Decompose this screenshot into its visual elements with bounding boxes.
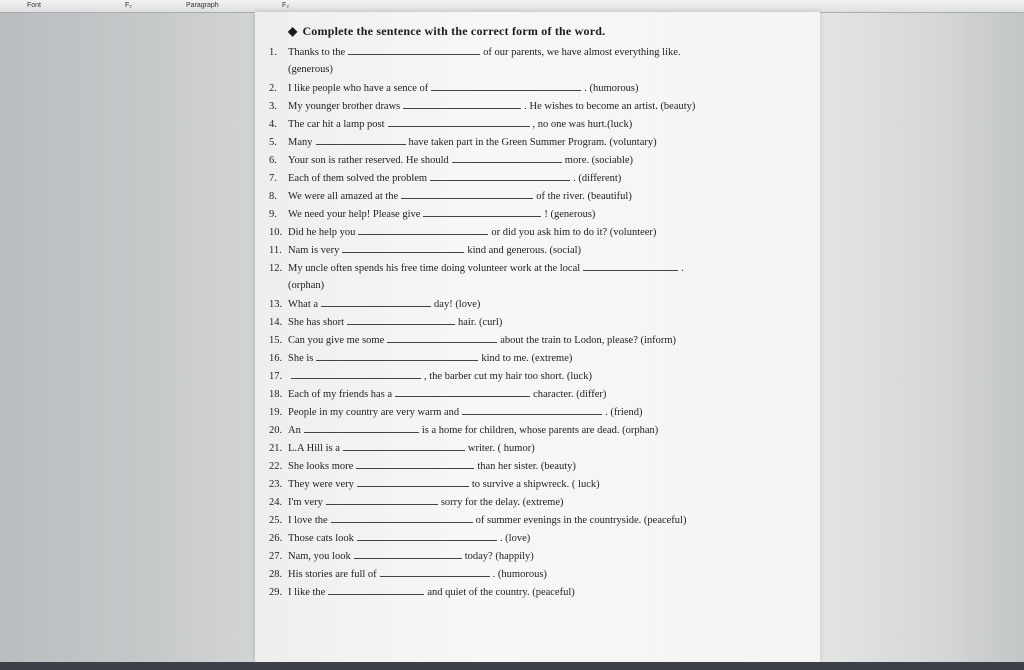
item-text-before: Did he help you: [288, 227, 356, 238]
item-text-after: to survive a shipwreck. ( luck): [471, 479, 600, 490]
item-number: 28.: [269, 569, 283, 580]
exercise-item: [269, 585, 575, 599]
exercise-item: [269, 351, 572, 365]
item-text-after: . He wishes to become an artist. (beauty): [524, 101, 696, 112]
item-number: 14.: [269, 317, 283, 328]
item-number: 15.: [269, 335, 283, 346]
answer-blank[interactable]: [431, 81, 581, 91]
exercise-title: [288, 24, 605, 39]
exercise-item: [269, 531, 530, 545]
item-text-after: and quiet of the country. (peaceful): [427, 587, 575, 598]
item-text-before: My uncle often spends his free time doing volunteer work at the local: [288, 263, 581, 274]
item-text-after: character. (differ): [533, 389, 607, 400]
answer-blank[interactable]: [326, 495, 438, 505]
exercise-item: [269, 387, 606, 401]
bullet-icon: ◆: [288, 24, 298, 38]
item-text-after: today? (happily): [464, 551, 534, 562]
item-text-before: My younger brother draws: [288, 101, 401, 112]
item-text-before: We need your help! Please give: [288, 209, 421, 220]
answer-blank[interactable]: [316, 135, 406, 145]
answer-blank[interactable]: [354, 549, 462, 559]
item-text-before: The car hit a lamp post: [288, 119, 385, 130]
exercise-item: [269, 225, 656, 239]
item-text-after: is a home for children, whose parents are dead. (orphan): [421, 425, 659, 436]
exercise-item: [269, 333, 676, 347]
item-text-after: of summer evenings in the countryside. (peaceful): [475, 515, 687, 526]
answer-blank[interactable]: [291, 369, 421, 379]
item-continuation: (generous): [288, 64, 333, 75]
answer-blank[interactable]: [380, 567, 490, 577]
answer-blank[interactable]: [430, 171, 570, 181]
answer-blank[interactable]: [357, 477, 469, 487]
answer-blank[interactable]: [423, 207, 541, 217]
item-number: 23.: [269, 479, 283, 490]
item-text-after: day! (love): [434, 299, 481, 310]
answer-blank[interactable]: [342, 243, 464, 253]
item-number: 4.: [269, 119, 277, 130]
item-text-after: of the river. (beautiful): [536, 191, 632, 202]
item-text-before: She has short: [288, 317, 344, 328]
item-number: 21.: [269, 443, 283, 454]
item-text-after: , the barber cut my hair too short. (luck): [424, 371, 592, 382]
item-number: 24.: [269, 497, 283, 508]
answer-blank[interactable]: [316, 351, 478, 361]
item-text-before: Many: [288, 137, 313, 148]
item-text-before: Each of them solved the problem: [288, 173, 428, 184]
exercise-item: [269, 297, 480, 311]
ribbon-paragraph-group-label[interactable]: Paragraph: [186, 2, 219, 9]
item-text-after: sorry for the delay. (extreme): [440, 497, 564, 508]
exercise-title-text: Complete the sentence with the correct form of the word.: [302, 24, 606, 38]
item-text-before: Your son is rather reserved. He should: [288, 155, 449, 166]
item-text-after: writer. ( humor): [467, 443, 535, 454]
exercise-item: [269, 81, 638, 95]
item-number: 3.: [269, 101, 277, 112]
item-text-after: have taken part in the Green Summer Program. (voluntary): [408, 137, 657, 148]
item-text-after: hair. (curl): [458, 317, 503, 328]
left-background: [0, 0, 255, 670]
item-text-after: .: [681, 263, 684, 274]
item-number: 29.: [269, 587, 283, 598]
ribbon-font-group-label[interactable]: Font: [27, 2, 42, 9]
item-text-after: ! (generous): [544, 209, 596, 220]
item-number: 7.: [269, 173, 277, 184]
item-number: 9.: [269, 209, 277, 220]
taskbar-strip: [0, 662, 1024, 670]
item-number: 5.: [269, 137, 277, 148]
item-number: 11.: [269, 245, 282, 256]
item-number: 1.: [269, 47, 277, 58]
item-text-before: I like people who have a sence of: [288, 83, 429, 94]
item-number: 13.: [269, 299, 283, 310]
exercise-item: [269, 477, 600, 491]
item-text-before: Those cats look: [288, 533, 354, 544]
exercise-item: [269, 495, 563, 509]
answer-blank[interactable]: [462, 405, 602, 415]
item-text-after: . (humorous): [492, 569, 547, 580]
exercise-item: [269, 243, 581, 257]
item-text-before: They were very: [288, 479, 354, 490]
item-continuation: (orphan): [288, 280, 325, 291]
answer-blank[interactable]: [343, 441, 465, 451]
item-text-before: Nam is very: [288, 245, 340, 256]
item-number: 10.: [269, 227, 283, 238]
exercise-item: [269, 459, 576, 473]
item-text-after: kind and generous. (social): [467, 245, 582, 256]
item-text-after: of our parents, we have almost everything like.: [483, 47, 681, 58]
item-text-after: than her sister. (beauty): [477, 461, 576, 472]
item-text-before: She looks more: [288, 461, 354, 472]
exercise-item: [269, 117, 632, 131]
exercise-item: [269, 567, 547, 581]
item-number: 26.: [269, 533, 283, 544]
item-number: 16.: [269, 353, 283, 364]
item-text-before: What a: [288, 299, 319, 310]
exercise-item: [269, 369, 592, 383]
exercise-item: [269, 99, 695, 113]
right-background: [819, 0, 1024, 670]
exercise-item: [269, 135, 657, 149]
item-text-after: . (different): [573, 173, 622, 184]
answer-blank[interactable]: [583, 261, 678, 271]
document-page: [255, 12, 820, 662]
item-text-after: . (love): [499, 533, 531, 544]
exercise-item: [269, 315, 502, 329]
answer-blank[interactable]: [331, 513, 473, 523]
item-text-before: Each of my friends has a: [288, 389, 393, 400]
item-text-before: Nam, you look: [288, 551, 351, 562]
item-text-before: I'm very: [288, 497, 323, 508]
answer-blank[interactable]: [388, 117, 530, 127]
item-text-after: about the train to Lodon, please? (inform): [500, 335, 677, 346]
item-number: 25.: [269, 515, 283, 526]
item-text-after: . (friend): [605, 407, 643, 418]
exercise-item: [269, 45, 681, 59]
exercise-item: [269, 153, 633, 167]
item-number: 19.: [269, 407, 283, 418]
answer-blank[interactable]: [387, 333, 497, 343]
answer-blank[interactable]: [403, 99, 521, 109]
item-text-before: An: [288, 425, 301, 436]
item-number: 12.: [269, 263, 283, 274]
answer-blank[interactable]: [348, 45, 480, 55]
exercise-item: [269, 189, 632, 203]
item-number: 27.: [269, 551, 283, 562]
item-text-after: or did you ask him to do it? (volunteer): [491, 227, 657, 238]
item-text-after: , no one was hurt.(luck): [532, 119, 633, 130]
answer-blank[interactable]: [347, 315, 455, 325]
item-number: 17.: [269, 371, 283, 382]
exercise-item: [269, 207, 595, 221]
item-text-before: We were all amazed at the: [288, 191, 399, 202]
answer-blank[interactable]: [321, 297, 431, 307]
item-text-before: She is: [288, 353, 314, 364]
answer-blank[interactable]: [328, 585, 424, 595]
exercise-item: [269, 441, 535, 455]
exercise-item: [269, 405, 642, 419]
answer-blank[interactable]: [452, 153, 562, 163]
exercise-item: [269, 513, 686, 527]
item-number: 20.: [269, 425, 283, 436]
item-text-before: His stories are full of: [288, 569, 377, 580]
item-text-after: kind to me. (extreme): [481, 353, 573, 364]
answer-blank[interactable]: [395, 387, 530, 397]
item-text-before: I like the: [288, 587, 326, 598]
item-text-after: more. (sociable): [564, 155, 634, 166]
item-number: 8.: [269, 191, 277, 202]
exercise-item: [269, 261, 684, 275]
item-text-before: I love the: [288, 515, 328, 526]
ribbon-dialog-launcher-icon[interactable]: F₂: [125, 2, 132, 9]
item-text-before: Thanks to the: [288, 47, 346, 58]
exercise-item: [269, 171, 621, 185]
item-text-before: L.A Hill is a: [288, 443, 340, 454]
item-number: 2.: [269, 83, 277, 94]
answer-blank[interactable]: [358, 225, 488, 235]
answer-blank[interactable]: [356, 459, 474, 469]
answer-blank[interactable]: [401, 189, 533, 199]
item-text-before: Can you give me some: [288, 335, 385, 346]
item-text-before: People in my country are very warm and: [288, 407, 460, 418]
item-number: 6.: [269, 155, 277, 166]
item-text-after: . (humorous): [584, 83, 639, 94]
item-number: 18.: [269, 389, 283, 400]
exercise-item: [269, 423, 658, 437]
exercise-item: [269, 549, 534, 563]
item-number: 22.: [269, 461, 283, 472]
answer-blank[interactable]: [357, 531, 497, 541]
answer-blank[interactable]: [304, 423, 419, 433]
ribbon-dialog-launcher-icon-2[interactable]: F₂: [282, 2, 289, 9]
